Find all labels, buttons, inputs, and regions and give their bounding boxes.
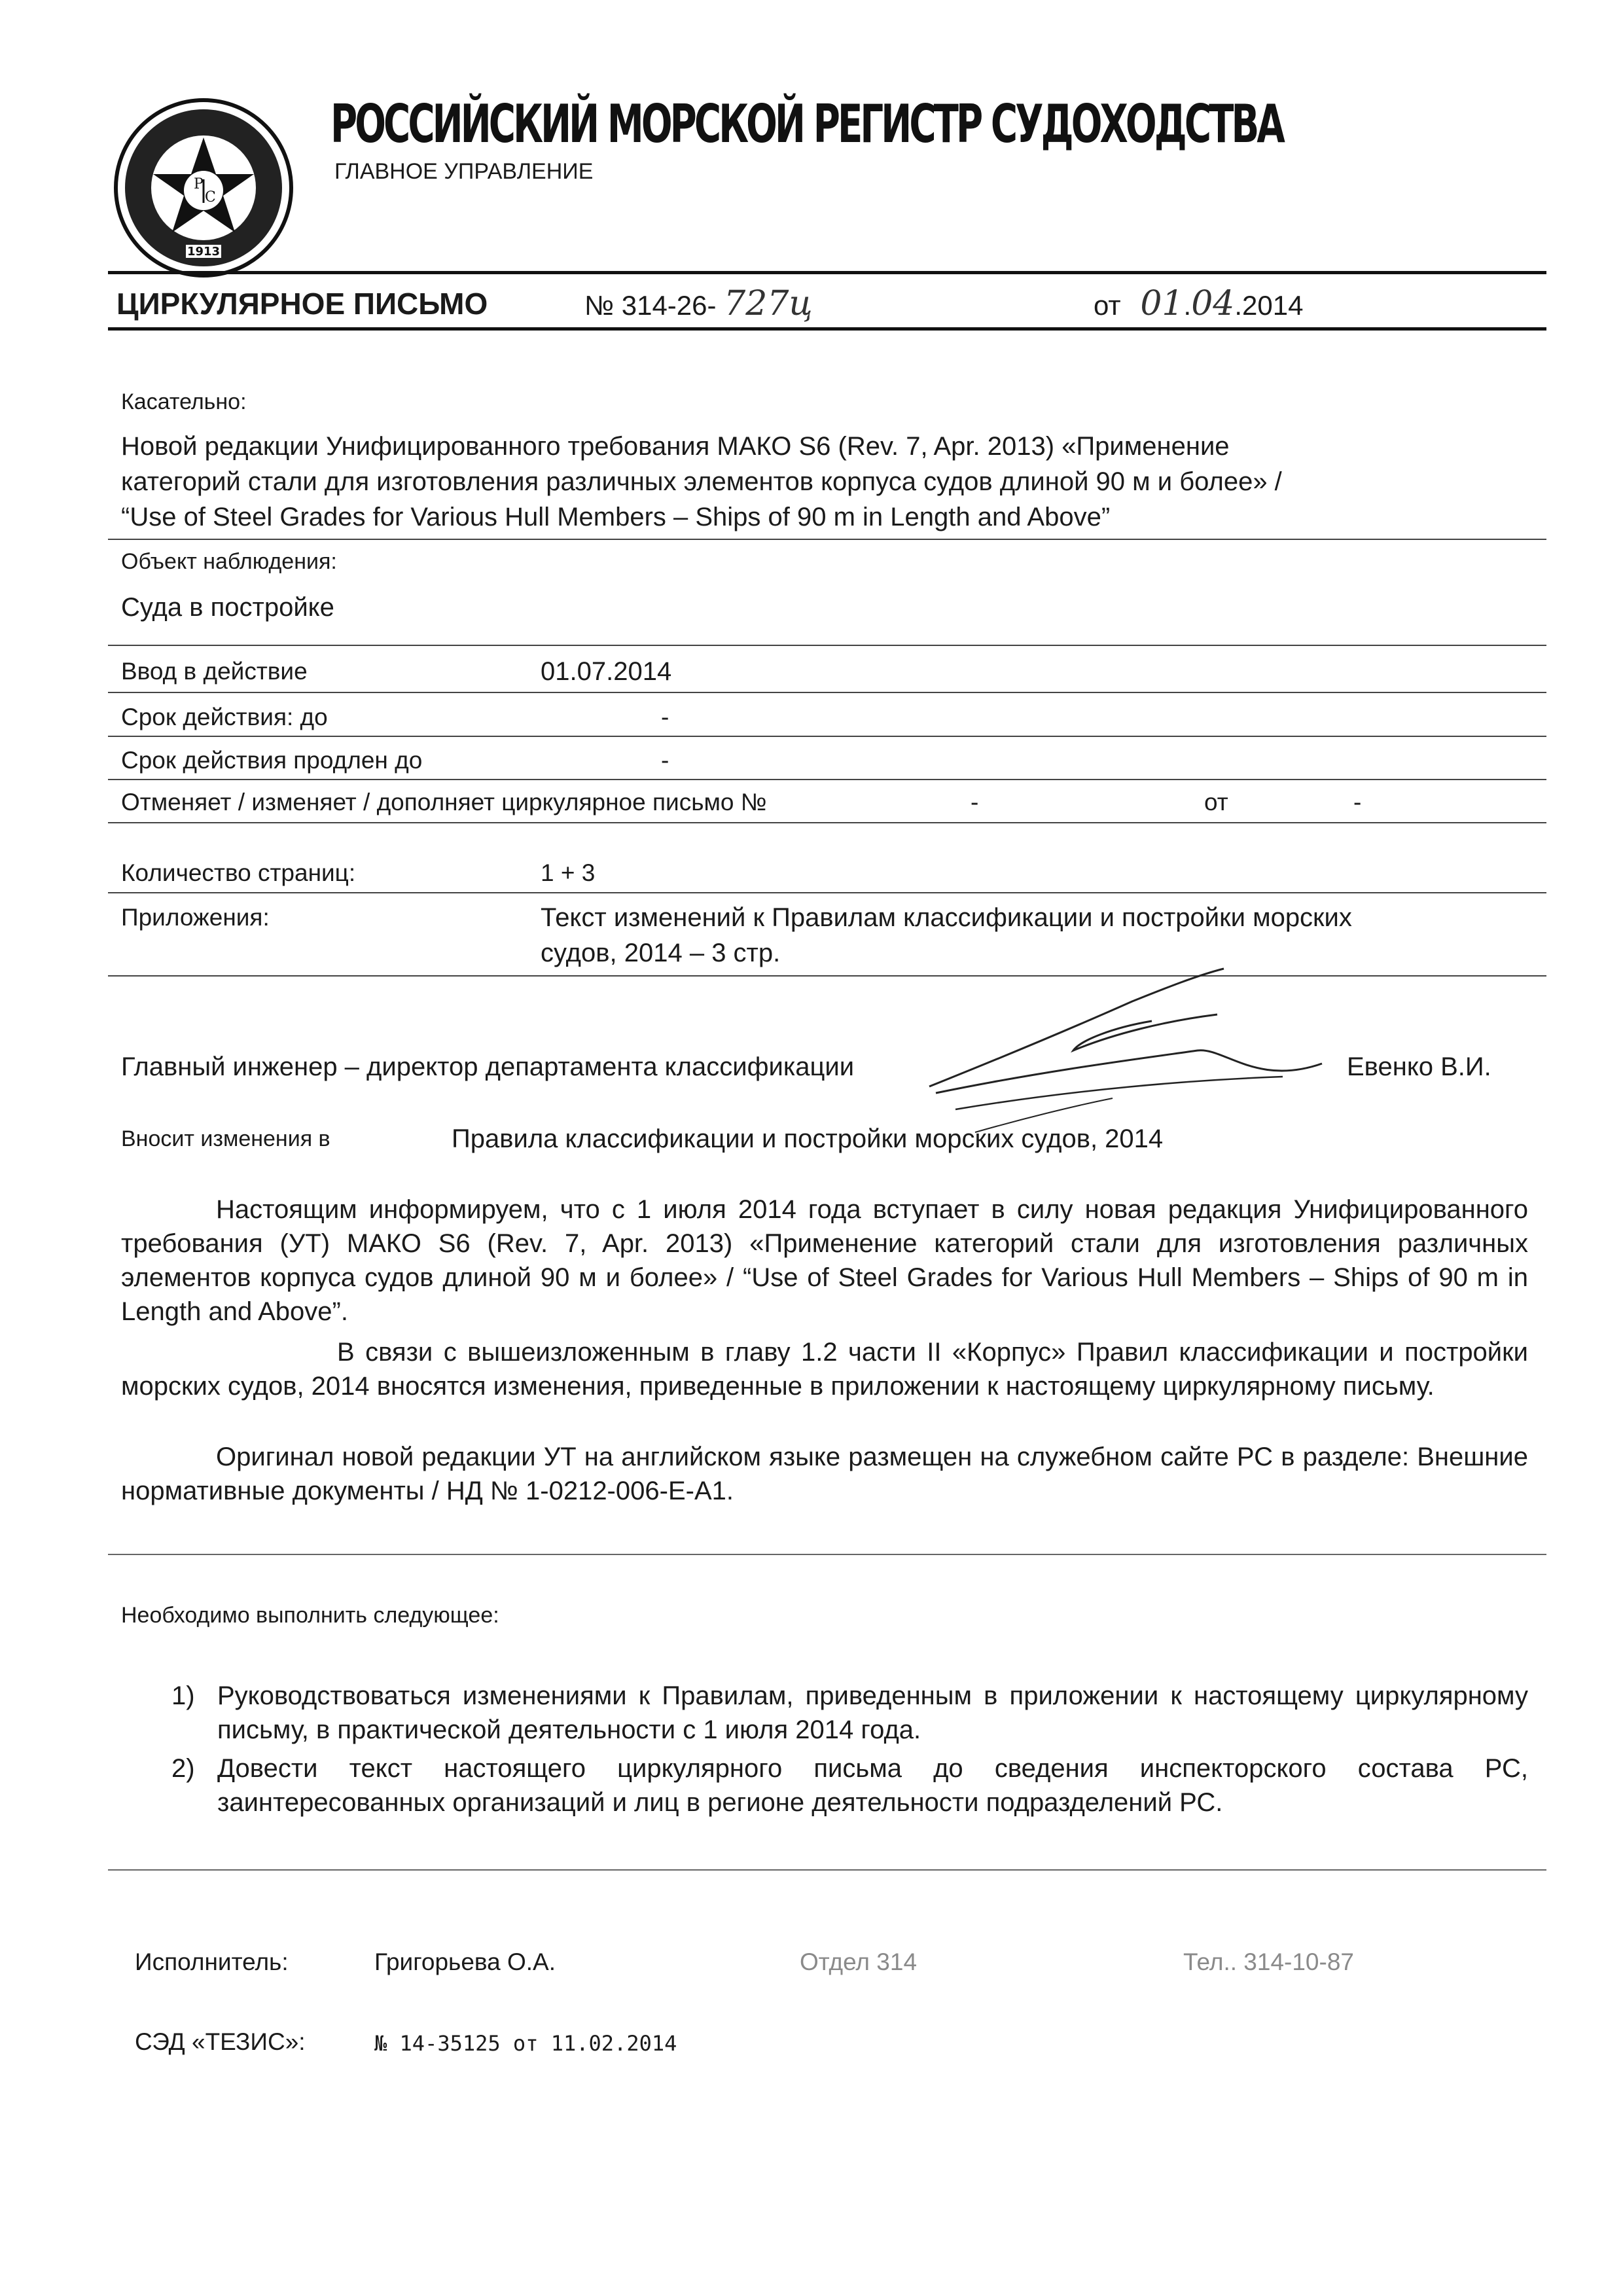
doc-number bbox=[584, 285, 813, 324]
attach-label: Приложения: bbox=[121, 904, 270, 931]
todo-item-2-text: Довести текст настоящего циркулярного письма до сведения инспекторского состава РС, заинтересованных организаций и лиц в регионе деятельности подразделений РС. bbox=[217, 1754, 1528, 1817]
signatory-name: Евенко В.И. bbox=[1347, 1052, 1491, 1081]
divider-body bbox=[108, 1554, 1546, 1555]
pages-value: 1 + 3 bbox=[541, 859, 596, 886]
phone: Тел.. 314-10-87 bbox=[1183, 1948, 1354, 1975]
date-day: 01 bbox=[1140, 284, 1184, 323]
extended-value: - bbox=[661, 747, 669, 774]
attach-line-2: судов, 2014 – 3 стр. bbox=[541, 939, 781, 967]
subject-line-1: Новой редакции Унифицированного требования МАКО S6 (Rev. 7, Apr. 2013) «Применение bbox=[121, 432, 1230, 461]
divider-extended bbox=[108, 779, 1546, 780]
subject-line-2: категорий стали для изготовления различных элементов корпуса судов длиной 90 м и более» / bbox=[121, 467, 1282, 496]
amends-value: Правила классификации и постройки морских судов, 2014 bbox=[452, 1124, 1164, 1153]
divider-effective bbox=[108, 692, 1546, 693]
subject-label: Касательно: bbox=[121, 389, 247, 414]
effective-value: 01.07.2014 bbox=[541, 657, 672, 686]
divider-todo bbox=[108, 1869, 1546, 1871]
divider-pages bbox=[108, 892, 1546, 893]
object-value: Суда в постройке bbox=[121, 593, 334, 622]
executor-name: Григорьева О.А. bbox=[374, 1948, 556, 1975]
sed-label: СЭД «ТЕЗИС»: bbox=[135, 2028, 306, 2055]
attach-line-1: Текст изменений к Правилам классификации и постройки морских bbox=[541, 903, 1352, 932]
body-paragraph-1: Настоящим информируем, что с 1 июля 2014 года вступает в силу новая редакция Унифицированного требования (УТ) МАКО S6 (Rev. 7, Apr. 2013) «Применение категорий стали для изготовления различных элементов корпуса судов длиной 90 м и более» / “Use of Steel Grades for Various Hull Members – Ships of 90 m in Length and Above”. bbox=[121, 1195, 1528, 1326]
logo-seal bbox=[113, 97, 294, 279]
pages-label: Количество страниц: bbox=[121, 859, 356, 886]
cancels-value: - bbox=[971, 789, 979, 816]
divider-object bbox=[108, 645, 1546, 646]
divider-validity bbox=[108, 736, 1546, 737]
doc-date bbox=[1094, 285, 1303, 324]
doc-number-handwritten: 727ц bbox=[724, 284, 813, 323]
cancels-from-value: - bbox=[1353, 789, 1362, 816]
date-month: 04 bbox=[1191, 284, 1235, 323]
todo-item-1-number: 1) bbox=[171, 1681, 195, 1710]
todo-item-2-number: 2) bbox=[171, 1754, 195, 1783]
svg-text:Р: Р bbox=[194, 176, 204, 192]
effective-label: Ввод в действие bbox=[121, 658, 308, 685]
todo-label: Необходимо выполнить следующее: bbox=[121, 1603, 499, 1628]
subject-line-3: “Use of Steel Grades for Various Hull Members – Ships of 90 m in Length and Above” bbox=[121, 503, 1111, 531]
body-paragraph-3: Оригинал новой редакции УТ на английском языке размещен на служебном сайте РС в разделе: Внешние нормативные документы / НД № 1-0212-006-Е-А1. bbox=[121, 1443, 1528, 1505]
date-from-label: от bbox=[1094, 290, 1121, 321]
validity-label: Срок действия: до bbox=[121, 704, 328, 730]
date-year: .2014 bbox=[1234, 290, 1304, 321]
svg-text:1913: 1913 bbox=[187, 245, 221, 259]
org-name: РОССИЙСКИЙ МОРСКОЙ РЕГИСТР СУДОХОДСТВА bbox=[330, 94, 1283, 154]
org-unit: ГЛАВНОЕ УПРАВЛЕНИЕ bbox=[334, 159, 594, 184]
svg-text:С: С bbox=[205, 189, 216, 206]
amends-label: Вносит изменения в bbox=[121, 1126, 330, 1151]
cancels-from-label: от bbox=[1204, 789, 1228, 816]
sed-value: № 14-35125 от 11.02.2014 bbox=[374, 2031, 677, 2056]
handwritten-signature bbox=[916, 929, 1374, 1139]
body-paragraph-2: В связи с вышеизложенным в главу 1.2 части II «Корпус» Правил классификации и постройки морских судов, 2014 вносятся изменения, приведенные в приложении к настоящему циркулярному письму. bbox=[121, 1338, 1528, 1401]
divider-top bbox=[108, 271, 1546, 274]
object-label: Объект наблюдения: bbox=[121, 549, 337, 574]
todo-item-1-text: Руководствоваться изменениями к Правилам, приведенным в приложении к настоящему циркулярному письму, в практической деятельности с 1 июля 2014 года. bbox=[217, 1681, 1528, 1744]
signatory-position: Главный инженер – директор департамента классификации bbox=[121, 1052, 855, 1081]
divider-title-bottom bbox=[108, 327, 1546, 331]
doc-type: ЦИРКУЛЯРНОЕ ПИСЬМО bbox=[116, 287, 488, 321]
department: Отдел 314 bbox=[800, 1948, 918, 1975]
validity-value: - bbox=[661, 704, 669, 730]
date-sep: . bbox=[1183, 290, 1192, 321]
executor-label: Исполнитель: bbox=[135, 1948, 289, 1975]
doc-number-printed: № 314-26- bbox=[584, 290, 717, 321]
extended-label: Срок действия продлен до bbox=[121, 747, 423, 774]
cancels-label: Отменяет / изменяет / дополняет циркулярное письмо № bbox=[121, 789, 767, 816]
divider-subject bbox=[108, 539, 1546, 540]
divider-cancels bbox=[108, 822, 1546, 823]
